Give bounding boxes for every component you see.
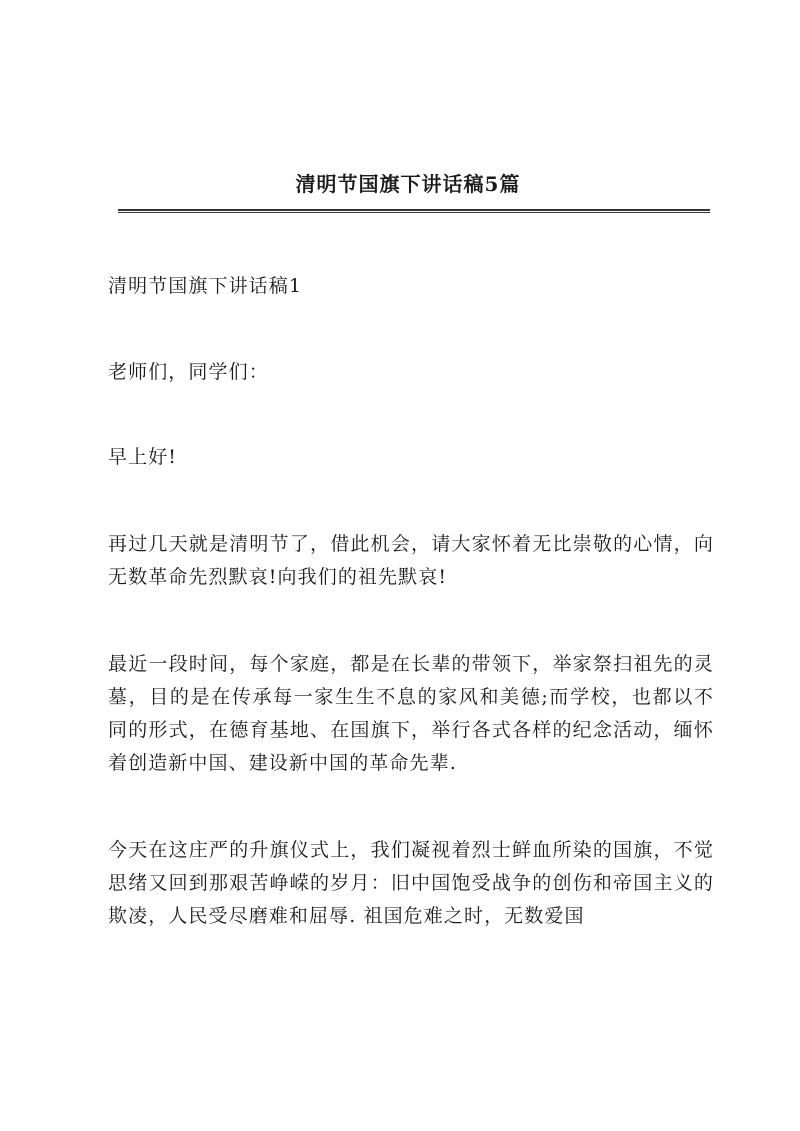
salutation: 老师们，同学们： xyxy=(108,361,269,383)
document-title: 清明节国旗下讲话稿5篇 xyxy=(295,172,521,196)
document-body xyxy=(108,270,714,933)
paragraph-2: 最近一段时间，每个家庭，都是在长辈的带领下，举家祭扫祖先的灵墓，目的是在传承每一家生生不息的家风和美德;而学校，也都以不同的形式，在德育基地、在国旗下，举行各式各样的纪念活动，缅怀着创造新中国、建设新中国的革命先辈. xyxy=(108,653,714,774)
paragraph-1: 再过几天就是清明节了，借此机会，请大家怀着无比崇敬的心情，向无数革命先烈默哀!向我们的祖先默哀! xyxy=(108,533,714,588)
section-heading: 清明节国旗下讲话稿1 xyxy=(108,275,303,297)
paragraph-3: 今天在这庄严的升旗仪式上，我们凝视着烈士鲜血所染的国旗，不觉思绪又回到那艰苦峥嵘的岁月：旧中国饱受战争的创伤和帝国主义的欺凌，人民受尽磨难和屈辱. 祖国危难之时，无数爱国 xyxy=(108,839,714,927)
title-divider xyxy=(118,209,710,213)
greeting: 早上好! xyxy=(108,446,178,468)
